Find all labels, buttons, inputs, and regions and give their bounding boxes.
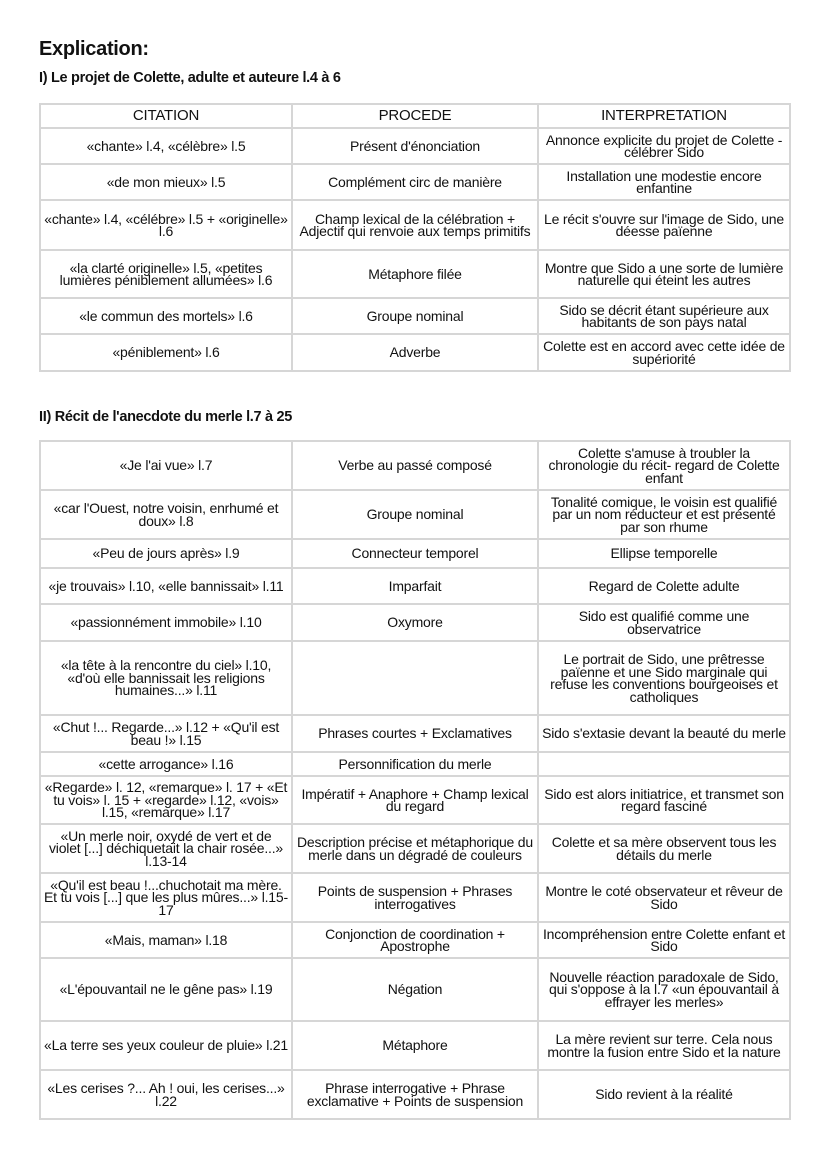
table-row [40, 568, 790, 604]
header-interpretation: INTERPRETATION [538, 104, 790, 128]
section-2-heading: II) Récit de l'anecdote du merle l.7 à 25 [39, 409, 293, 425]
table-row [40, 334, 790, 371]
procede-cell: Présent d'énonciation [292, 128, 538, 164]
citation-cell: «Mais, maman» l.18 [40, 922, 292, 958]
table-row [40, 776, 790, 824]
citation-cell: «passionnément immobile» l.10 [40, 604, 292, 641]
table-row [40, 490, 790, 539]
citation-cell: «péniblement» l.6 [40, 334, 292, 371]
procede-cell [292, 641, 538, 715]
citation-cell: «je trouvais» l.10, «elle bannissait» l.11 [40, 568, 292, 604]
table-row [40, 752, 790, 776]
table-row [40, 441, 790, 490]
interpretation-cell: La mère revient sur terre. Cela nous montre la fusion entre Sido et la nature [538, 1021, 790, 1070]
procede-cell: Verbe au passé composé [292, 441, 538, 490]
procede-cell: Points de suspension + Phrases interrogatives [292, 873, 538, 922]
page-title: Explication: [39, 38, 149, 60]
table-section-1 [39, 103, 791, 372]
interpretation-cell: Colette s'amuse à troubler la chronologie du récit- regard de Colette enfant [538, 441, 790, 490]
citation-cell: «de mon mieux» l.5 [40, 164, 292, 200]
interpretation-cell: Nouvelle réaction paradoxale de Sido, qui s'oppose à la l.7 «un épouvantail à effrayer les merles» [538, 958, 790, 1021]
table-row [40, 922, 790, 958]
interpretation-cell: Incompréhension entre Colette enfant et Sido [538, 922, 790, 958]
interpretation-cell: Tonalité comique, le voisin est qualifié par un nom réducteur et est présenté par son rhume [538, 490, 790, 539]
procede-cell: Description précise et métaphorique du merle dans un dégradé de couleurs [292, 824, 538, 873]
citation-cell: «Peu de jours après» l.9 [40, 539, 292, 568]
citation-cell: «le commun des mortels» l.6 [40, 298, 292, 334]
table-section-2 [39, 440, 791, 1120]
table-row [40, 958, 790, 1021]
interpretation-cell: Montre le coté observateur et rêveur de Sido [538, 873, 790, 922]
procede-cell: Impératif + Anaphore + Champ lexical du regard [292, 776, 538, 824]
section-1-heading: I) Le projet de Colette, adulte et auteure l.4 à 6 [39, 70, 341, 86]
citation-cell: «chante» l.4, «célèbre» l.5 [40, 128, 292, 164]
citation-cell: «Regarde» l. 12, «remarque» l. 17 + «Et tu vois» l. 15 + «regarde» l.12, «vois» l.15, «remarque» l.17 [40, 776, 292, 824]
citation-cell: «Un merle noir, oxydé de vert et de violet [...] déchiquetait la chair rosée...» l.13-14 [40, 824, 292, 873]
procede-cell: Personnification du merle [292, 752, 538, 776]
citation-cell: «Qu'il est beau !...chuchotait ma mère. Et tu vois [...] que les plus mûres...» l.15-17 [40, 873, 292, 922]
table-header-row [40, 104, 790, 128]
table-row [40, 250, 790, 298]
interpretation-cell: Sido est qualifié comme une observatrice [538, 604, 790, 641]
citation-cell: «cette arrogance» l.16 [40, 752, 292, 776]
procede-cell: Oxymore [292, 604, 538, 641]
citation-cell: «Je l'ai vue» l.7 [40, 441, 292, 490]
table-row [40, 641, 790, 715]
table-row [40, 824, 790, 873]
interpretation-cell: Installation une modestie encore enfantine [538, 164, 790, 200]
table-row [40, 604, 790, 641]
citation-cell: «Chut !... Regarde...» l.12 + «Qu'il est beau !» l.15 [40, 715, 292, 752]
table-row [40, 298, 790, 334]
procede-cell: Métaphore [292, 1021, 538, 1070]
table-row [40, 164, 790, 200]
procede-cell: Métaphore filée [292, 250, 538, 298]
citation-cell: «Les cerises ?... Ah ! oui, les cerises...» l.22 [40, 1070, 292, 1119]
interpretation-cell: Sido s'extasie devant la beauté du merle [538, 715, 790, 752]
header-citation: CITATION [40, 104, 292, 128]
procede-cell: Complément circ de manière [292, 164, 538, 200]
procede-cell: Phrase interrogative + Phrase exclamative + Points de suspension [292, 1070, 538, 1119]
interpretation-cell: Sido revient à la réalité [538, 1070, 790, 1119]
interpretation-cell: Le récit s'ouvre sur l'image de Sido, une déesse païenne [538, 200, 790, 250]
citation-cell: «chante» l.4, «célébre» l.5 + «originelle» l.6 [40, 200, 292, 250]
procede-cell: Phrases courtes + Exclamatives [292, 715, 538, 752]
citation-cell: «la clarté originelle» l.5, «petites lumières péniblement allumées» l.6 [40, 250, 292, 298]
interpretation-cell: Regard de Colette adulte [538, 568, 790, 604]
procede-cell: Groupe nominal [292, 490, 538, 539]
table-row [40, 1021, 790, 1070]
procede-cell: Adverbe [292, 334, 538, 371]
interpretation-cell: Ellipse temporelle [538, 539, 790, 568]
table-row [40, 873, 790, 922]
citation-cell: «la tête à la rencontre du ciel» l.10, «d'où elle bannissait les religions humaines...» l.11 [40, 641, 292, 715]
procede-cell: Imparfait [292, 568, 538, 604]
interpretation-cell: Colette et sa mère observent tous les détails du merle [538, 824, 790, 873]
header-procede: PROCEDE [292, 104, 538, 128]
procede-cell: Connecteur temporel [292, 539, 538, 568]
procede-cell: Champ lexical de la célébration + Adjectif qui renvoie aux temps primitifs [292, 200, 538, 250]
procede-cell: Groupe nominal [292, 298, 538, 334]
interpretation-cell: Le portrait de Sido, une prêtresse païenne et une Sido marginale qui refuse les conventions bourgeoises et catholiques [538, 641, 790, 715]
interpretation-cell: Montre que Sido a une sorte de lumière naturelle qui éteint les autres [538, 250, 790, 298]
interpretation-cell [538, 752, 790, 776]
interpretation-cell: Colette est en accord avec cette idée de supériorité [538, 334, 790, 371]
table-row [40, 200, 790, 250]
interpretation-cell: Annonce explicite du projet de Colette - célébrer Sido [538, 128, 790, 164]
table-row [40, 539, 790, 568]
procede-cell: Négation [292, 958, 538, 1021]
table-row [40, 1070, 790, 1119]
table-row [40, 715, 790, 752]
procede-cell: Conjonction de coordination + Apostrophe [292, 922, 538, 958]
interpretation-cell: Sido est alors initiatrice, et transmet son regard fasciné [538, 776, 790, 824]
table-row [40, 128, 790, 164]
citation-cell: «La terre ses yeux couleur de pluie» l.21 [40, 1021, 292, 1070]
citation-cell: «L'épouvantail ne le gêne pas» l.19 [40, 958, 292, 1021]
interpretation-cell: Sido se décrit étant supérieure aux habitants de son pays natal [538, 298, 790, 334]
citation-cell: «car l'Ouest, notre voisin, enrhumé et doux» l.8 [40, 490, 292, 539]
